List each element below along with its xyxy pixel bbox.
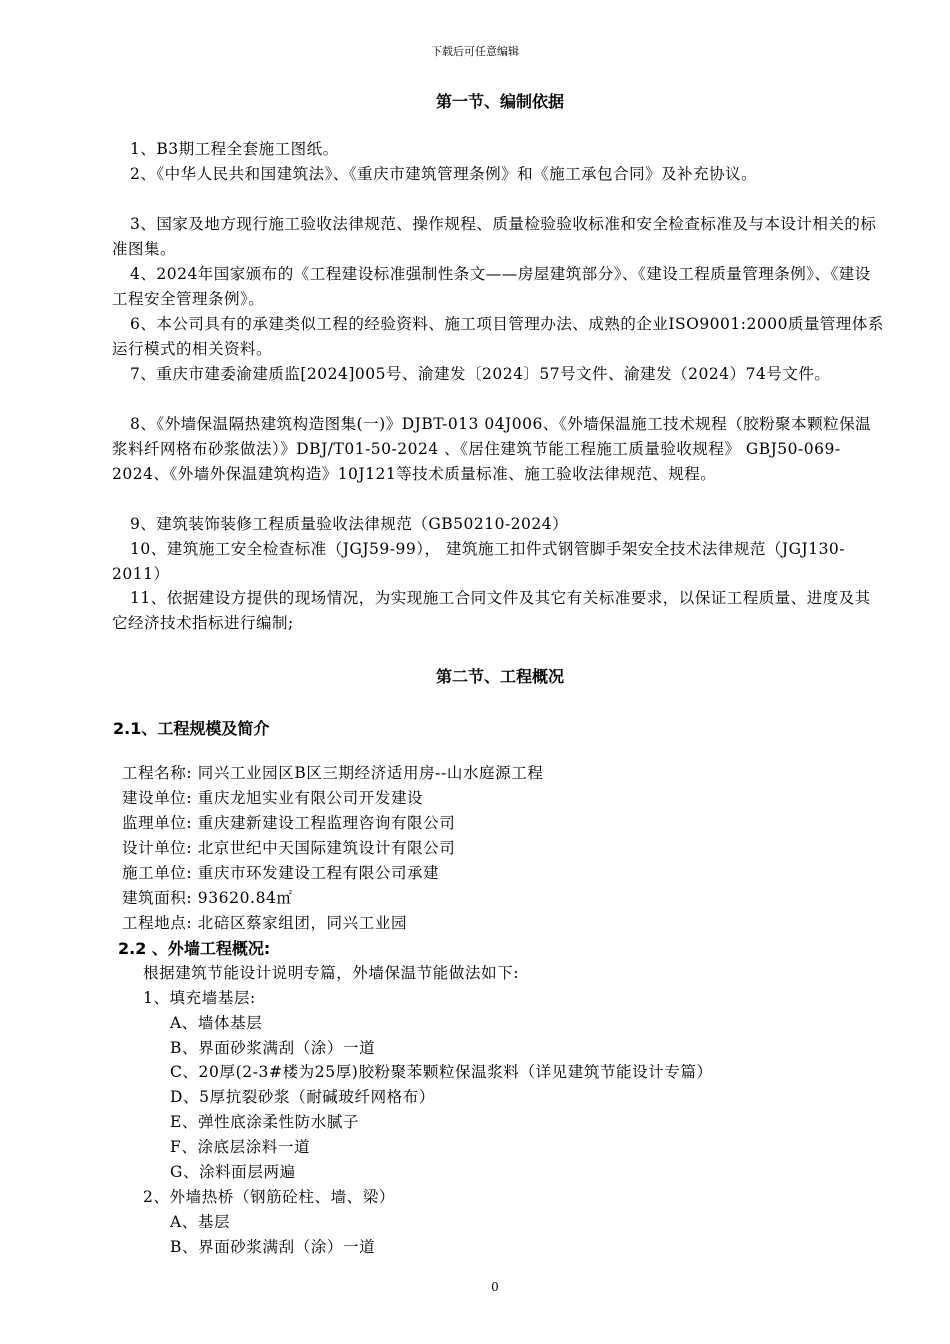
basis-item	[112, 262, 884, 312]
section2-title: 第二节、工程概况	[435, 667, 564, 686]
group-title: 1、填充墙基层:	[143, 989, 256, 1007]
subsection-title: 2.2 、外墙工程概况:	[118, 939, 271, 958]
project-info-line: 监理单位: 重庆建新建设工程监理咨询有限公司	[122, 814, 456, 832]
basis-item	[112, 586, 884, 636]
basis-item	[112, 537, 884, 587]
project-info-line: 工程地点: 北碚区蔡家组团，同兴工业园	[122, 914, 408, 932]
project-info-line: 建筑面积: 93620.84㎡	[122, 889, 293, 907]
layer-item: B、界面砂浆满刮（涂）一道	[170, 1039, 376, 1057]
layer-item: A、墙体基层	[170, 1014, 263, 1032]
basis-item	[112, 412, 884, 487]
project-info-line: 工程名称: 同兴工业园区B区三期经济适用房--山水庭源工程	[122, 764, 544, 782]
intro-text: 根据建筑节能设计说明专篇，外墙保温节能做法如下:	[143, 964, 520, 982]
basis-item-text: 4、2024年国家颁布的《工程建设标准强制性条文——房屋建筑部分》、《建设工程质量管理条例》、《建设工程安全管理条例》。	[112, 265, 871, 308]
basis-item	[112, 362, 884, 387]
basis-item	[112, 137, 884, 162]
layer-item: B、界面砂浆满刮（涂）一道	[170, 1238, 376, 1256]
basis-item-text: 6、本公司具有的承建类似工程的经验资料、施工项目管理办法、成熟的企业ISO9001:2000质量管理体系运行模式的相关资料。	[112, 315, 884, 358]
layer-item: E、弹性底涂柔性防水腻子	[170, 1113, 360, 1131]
layer-item: A、基层	[170, 1213, 231, 1231]
basis-item-text: 1、B3期工程全套施工图纸。	[130, 140, 339, 158]
section1-title: 第一节、编制依据	[435, 92, 564, 111]
basis-item-text: 9、建筑装饰装修工程质量验收法律规范（GB50210-2024）	[130, 515, 569, 533]
basis-item-text: 8、《外墙保温隔热建筑构造图集(一)》DJBT-013 04J006、《外墙保温施工技术规程（胶粉聚本颗粒保温浆料纤网格布砂浆做法）》DBJ/T01-50-2024 、《居住建筑节能工程施工质量验收规程》 GBJ50-069-2024、《外墙外保温建筑构造》10J121等技术质量标准、施工验收法律规范、规程。	[112, 415, 872, 483]
layer-item: F、涂底层涂料一道	[170, 1138, 311, 1156]
basis-item-text: 7、重庆市建委渝建质监[2024]005号、渝建发〔2024〕57号文件、渝建发（2024）74号文件。	[130, 365, 831, 383]
basis-item-text: 2、《中华人民共和国建筑法》、《重庆市建筑管理条例》和《施工承包合同》及补充协议。	[130, 165, 758, 183]
project-info-line: 设计单位: 北京世纪中天国际建筑设计有限公司	[122, 839, 456, 857]
layer-item: D、5厚抗裂砂浆（耐碱玻纤网格布）	[170, 1088, 435, 1106]
project-info-line: 施工单位: 重庆市环发建设工程有限公司承建	[122, 864, 440, 882]
basis-item	[112, 162, 884, 187]
group-title: 2、外墙热桥（钢筋砼柱、墙、梁）	[143, 1188, 395, 1206]
basis-item-text: 3、国家及地方现行施工验收法律规范、操作规程、质量检验验收标准和安全检查标准及与本设计相关的标准图集。	[112, 215, 877, 258]
layer-item: C、20厚(2-3#楼为25厚)胶粉聚苯颗粒保温浆料（详见建筑节能设计专篇）	[170, 1063, 713, 1081]
layer-item: G、涂料面层两遍	[170, 1163, 296, 1181]
project-info-line: 建设单位: 重庆龙旭实业有限公司开发建设	[122, 789, 424, 807]
basis-item-text: 11、依据建设方提供的现场情况，为实现施工合同文件及其它有关标准要求，以保证工程质量、进度及其它经济技术指标进行编制;	[112, 589, 871, 632]
basis-item	[112, 212, 884, 262]
basis-item	[112, 512, 884, 537]
header-note: 下载后可任意编辑	[431, 45, 519, 58]
basis-item-text: 10、建筑施工安全检查标准（JGJ59-99）， 建筑施工扣件式钢管脚手架安全技术法律规范（JGJ130-2011）	[112, 540, 846, 583]
basis-item	[112, 312, 884, 362]
subsection-title: 2.1、工程规模及简介	[113, 719, 270, 738]
page-number: 0	[491, 1280, 499, 1294]
